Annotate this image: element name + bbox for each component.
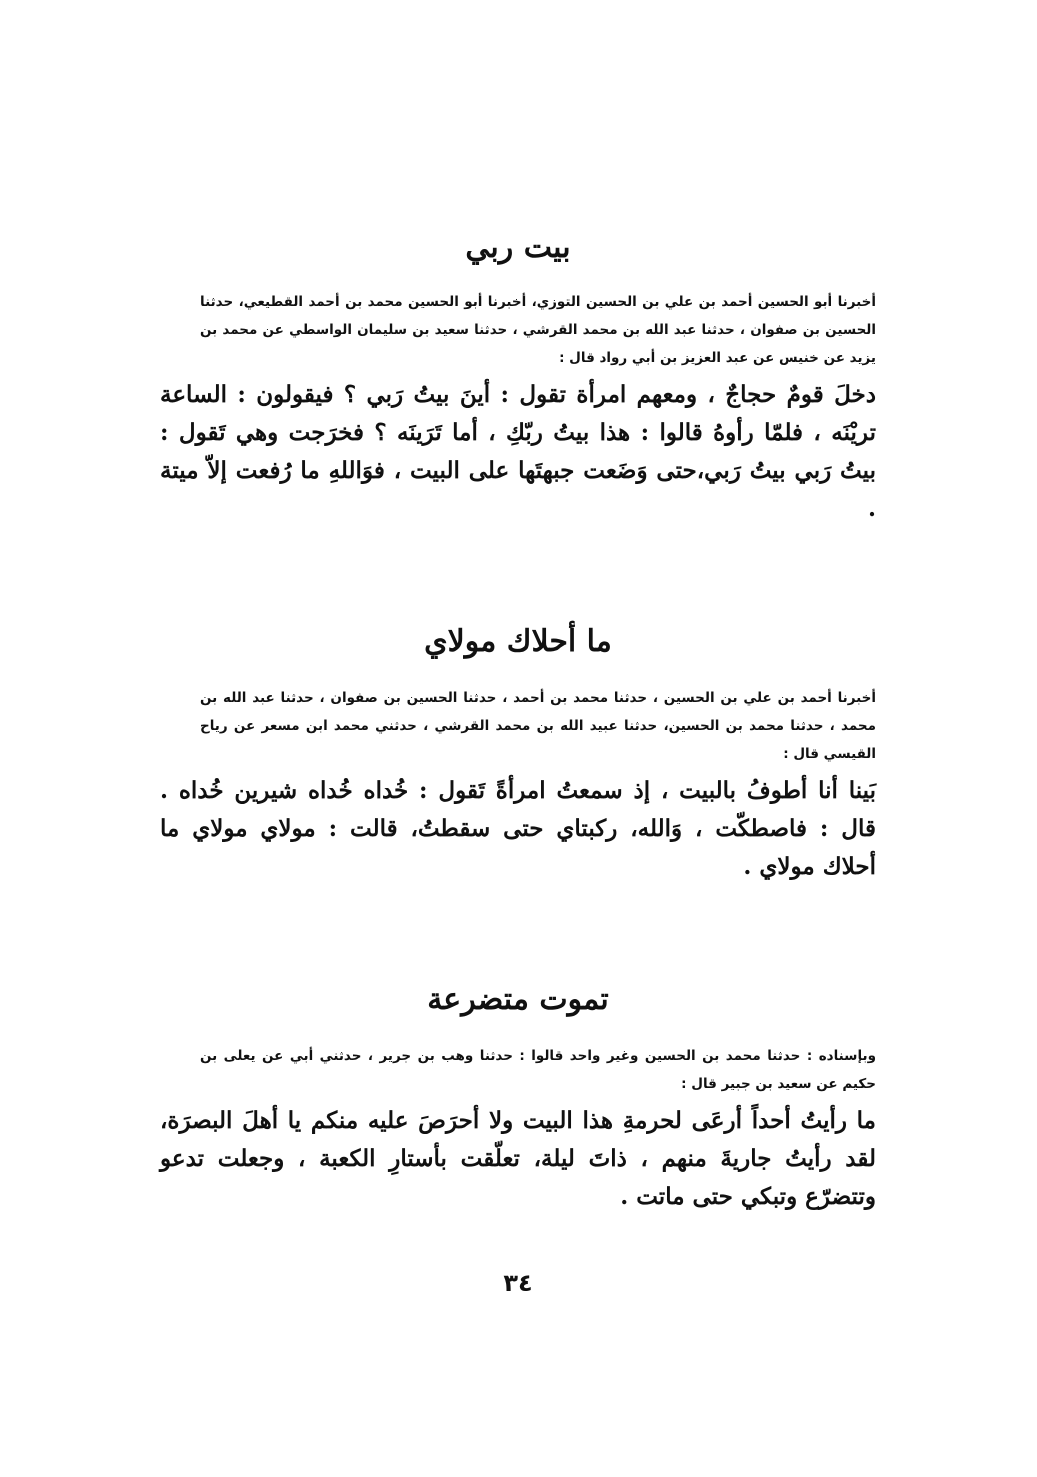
section-title: بيت ربي [465, 230, 571, 265]
section-title: ما أحلاك مولاي [424, 624, 612, 659]
body-text: بَينا أنا أطوفُ بالبيت ، إذ سمعتُ امرأةً تَقول : خُداه خُداه شيرين خُداه . قال : فاصطكّت ، وَالله، ركبتاي حتى سقطتُ، قالت : مولاي مولاي ما أحلاك مولاي . [160, 777, 876, 880]
section-2 [160, 684, 876, 886]
page-number: ٣٤ [503, 1269, 533, 1297]
section-3 [160, 1042, 876, 1216]
body-text: ما رأيتُ أحداً أرعَى لحرمةِ هذا البيت ولا أحرَصَ عليه منكم يا أهلَ البصرَة، لقد رأيتُ جاريةَ منهم ، ذاتَ ليلة، تعلّقت بأستارِ الكعبة ، وجعلت تدعو وتتضرّع وتبكي حتى ماتت . [160, 1107, 876, 1210]
body-text: دخلَ قومٌ حجاجٌ ، ومعهم امرأة تقول : أينَ بيتُ رَبي ؟ فيقولون : الساعة تريْنَه ، فلمّا رأوهُ قالوا : هذا بيتُ ربّكِ ، أما تَرَينَه ؟ فخرَجت وهي تَقول : بيتُ رَبي بيتُ رَبي،حتى وَضَعت جبهتَها على البيت ، فوَاللهِ ما رُفعت إلاّ ميتة . [160, 381, 876, 522]
isnad-text: أخبرنا أبو الحسين أحمد بن علي بن الحسين التوزي، أخبرنا أبو الحسين محمد بن أحمد القطيعي، حدثنا الحسين بن صفوان ، حدثنا عبد الله بن محمد القرشي ، حدثنا سعيد بن سليمان الواسطي عن محمد بن يزيد عن خنيس عن عبد العزيز بن أبي رواد قال : [200, 294, 876, 366]
isnad-text: وبإسناده : حدثنا محمد بن الحسين وغير واحد قالوا : حدثنا وهب بن جرير ، حدثني أبي عن يعلى بن حكيم عن سعيد بن جبير قال : [200, 1048, 876, 1092]
section-1 [160, 288, 876, 528]
isnad-text: أخبرنا أحمد بن علي بن الحسين ، حدثنا محمد بن أحمد ، حدثنا الحسين بن صفوان ، حدثنا عبد الله بن محمد ، حدثنا محمد بن الحسين، حدثنا عبيد الله بن محمد القرشي ، حدثني محمد ابن مسعر عن رياح القيسي قال : [200, 690, 876, 762]
section-title: تموت متضرعة [427, 982, 609, 1017]
